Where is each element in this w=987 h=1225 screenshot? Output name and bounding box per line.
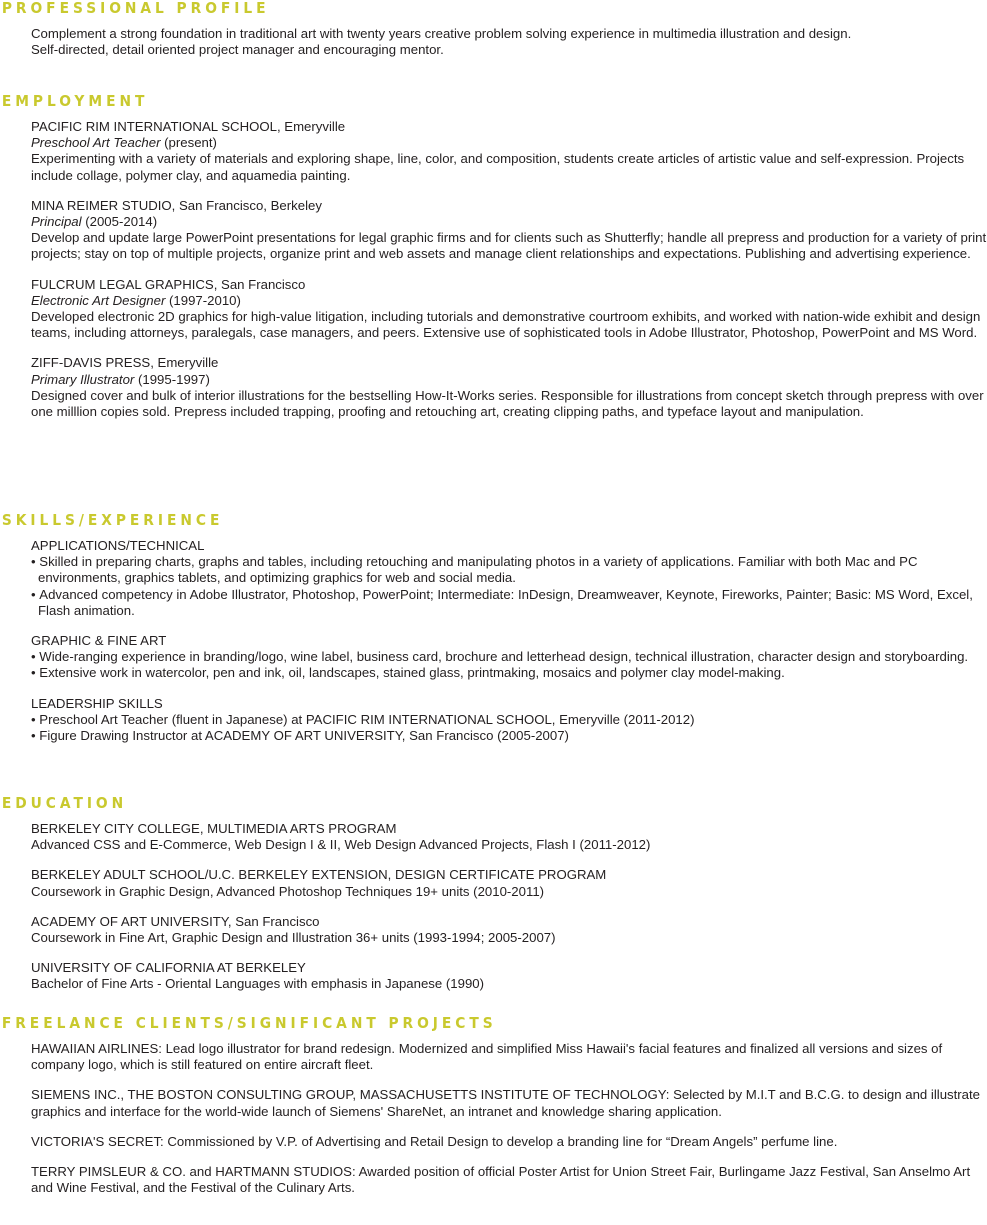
education-body (0, 821, 987, 993)
employment-role: Primary Illustrator (31, 371, 135, 387)
skills-subheading: LEADERSHIP SKILLS (31, 695, 163, 711)
education-detail: Coursework in Graphic Design, Advanced Photoshop Techniques 19+ units (2010-2011) (31, 883, 545, 899)
skills-group (31, 696, 987, 745)
skills-group (31, 538, 987, 619)
freelance-entry (31, 1041, 987, 1073)
spacer (0, 17, 987, 26)
education-institution: BERKELEY ADULT SCHOOL/U.C. BERKELEY EXTENSION, DESIGN CERTIFICATE PROGRAM (31, 867, 607, 883)
employment-company: ZIFF-DAVIS PRESS, Emeryville (31, 355, 219, 371)
freelance-text: SIEMENS INC., THE BOSTON CONSULTING GROUP, MASSACHUSETTS INSTITUTE OF TECHNOLOGY: Selected by M.I.T and B.C.G. to design and illustrate graphics and interface for the world-wide launch of Siemens' ShareNet, an intranet and knowledge sharing application. (31, 1087, 981, 1119)
freelance-text: TERRY PIMSLEUR & CO. and HARTMANN STUDIOS: Awarded position of official Poster Artist for Union Street Fair, Burlingame Jazz Festival, San Anselmo Art and Wine Festival, and the Festival of the Culinary Arts. (31, 1164, 971, 1196)
employment-description: Designed cover and bulk of interior illustrations for the bestselling How-It-Works series. Responsible for illustrations from concept sketch through prepress with over one milllion copies sold. Prepress included trapping, proofing and retouching art, creating clipping paths, and typeface layout and manipulation. (31, 387, 984, 420)
employment-dates: (1995-1997) (134, 371, 210, 387)
employment-role-line (31, 135, 987, 151)
education-entry (31, 914, 987, 946)
employment-company: PACIFIC RIM INTERNATIONAL SCHOOL, Emeryville (31, 119, 346, 134)
skills-body (0, 538, 987, 744)
spacer (0, 1032, 987, 1041)
employment-dates: (1997-2010) (165, 292, 241, 308)
freelance-text: HAWAIIAN AIRLINES: Lead logo illustrator for brand redesign. Modernized and simplified Miss Hawaii's facial features and finalized all versions and sizes of company logo, which is still featured on entire aircraft fleet. (31, 1041, 943, 1073)
skills-bullet-text: Extensive work in watercolor, pen and ink, oil, landscapes, stained glass, printmaking, mosaics and polymer clay model-making. (39, 665, 785, 681)
employment-body (0, 119, 987, 420)
section-heading-professional-profile: PROFESSIONAL PROFILE (1, 0, 270, 17)
skills-bullet (31, 649, 987, 665)
skills-bullet-text: Preschool Art Teacher (fluent in Japanese) at PACIFIC RIM INTERNATIONAL SCHOOL, Emeryville (2011-2012) (39, 711, 695, 727)
education-institution: UNIVERSITY OF CALIFORNIA AT BERKELEY (31, 960, 306, 976)
section-freelance-clients (0, 1015, 987, 1196)
skills-bullet (31, 665, 987, 681)
employment-role: Principal (31, 214, 82, 230)
skills-group (31, 633, 987, 682)
bullet-glyph: • (31, 728, 40, 744)
bullet-glyph: • (31, 586, 40, 602)
education-institution: ACADEMY OF ART UNIVERSITY, San Francisco (31, 913, 320, 929)
skills-bullet-text: Advanced competency in Adobe Illustrator, Photoshop, PowerPoint; Intermediate: InDesign, Dreamweaver, Keynote, Fireworks, Painter; Basic: MS Word, Excel, Flash animation. (38, 586, 973, 618)
skills-subheading: APPLICATIONS/TECHNICAL (31, 538, 205, 553)
section-employment (0, 93, 987, 420)
section-heading-skills-experience: SKILLS/EXPERIENCE (1, 511, 224, 529)
employment-company: MINA REIMER STUDIO, San Francisco, Berkeley (31, 197, 322, 213)
skills-bullet-text: Wide-ranging experience in branding/logo, wine label, business card, brochure and letterhead design, technical illustration, character design and storyboarding. (39, 649, 969, 665)
section-heading-freelance-clients: FREELANCE CLIENTS/SIGNIFICANT PROJECTS (1, 1014, 497, 1032)
skills-subheading: GRAPHIC & FINE ART (31, 633, 167, 649)
bullet-glyph: • (31, 649, 40, 665)
employment-role: Electronic Art Designer (31, 292, 166, 308)
freelance-entry (31, 1164, 987, 1196)
skills-bullet (31, 554, 987, 586)
employment-entry (31, 277, 987, 342)
employment-role-line (31, 293, 987, 309)
freelance-entry (31, 1087, 987, 1119)
education-entry (31, 960, 987, 992)
bullet-glyph: • (31, 665, 40, 681)
skills-bullet (31, 728, 987, 744)
section-education (0, 795, 987, 993)
education-detail: Coursework in Fine Art, Graphic Design and Illustration 36+ units (1993-1994; 2005-2007) (31, 930, 556, 946)
education-institution: BERKELEY CITY COLLEGE, MULTIMEDIA ARTS PROGRAM (31, 821, 397, 836)
employment-dates: (present) (160, 135, 217, 151)
section-heading-employment: EMPLOYMENT (1, 92, 149, 110)
employment-entry (31, 198, 987, 263)
profile-body (0, 26, 987, 58)
employment-dates: (2005-2014) (81, 214, 158, 230)
employment-role-line (31, 214, 987, 230)
employment-role-line (31, 372, 987, 388)
skills-bullet-text: Figure Drawing Instructor at ACADEMY OF ART UNIVERSITY, San Francisco (2005-2007) (39, 728, 569, 744)
education-entry (31, 867, 987, 899)
spacer (0, 812, 987, 821)
education-detail: Bachelor of Fine Arts - Oriental Languages with emphasis in Japanese (1990) (31, 976, 485, 992)
employment-entry (31, 355, 987, 420)
employment-entry (31, 119, 987, 184)
profile-line-2: Self-directed, detail oriented project manager and encouraging mentor. (31, 42, 444, 58)
employment-description: Develop and update large PowerPoint presentations for legal graphic firms and for clients such as Shutterfly; handle all prepress and production for a variety of print projects; stay on top of multiple projects, organize print and web assets and manage client relationships and expectations. Publishing and advertising experience. (31, 230, 987, 262)
employment-description: Developed electronic 2D graphics for high-value litigation, including tutorials and demonstrative courtroom exhibits, and worked with nation-wide exhibit and design teams, including attorneys, paralegals, case managers, and peers. Extensive use of sophisticated tools in Adobe Illustrator, Photoshop, PowerPoint and MS Word. (31, 309, 981, 341)
spacer (0, 529, 987, 538)
section-professional-profile (0, 0, 987, 58)
freelance-entry (31, 1134, 987, 1150)
bullet-glyph: • (31, 711, 40, 727)
employment-description: Experimenting with a variety of materials and exploring shape, line, color, and composition, students create articles of artistic value and self-expression. Projects include collage, polymer clay, and aquamedia painting. (31, 151, 965, 183)
bullet-glyph: • (31, 554, 40, 570)
section-skills-experience (0, 512, 987, 744)
employment-company: FULCRUM LEGAL GRAPHICS, San Francisco (31, 276, 306, 292)
skills-bullet (31, 587, 987, 619)
freelance-body (0, 1041, 987, 1196)
spacer (0, 110, 987, 119)
skills-bullet-text: Skilled in preparing charts, graphs and tables, including retouching and manipulating photos in a variety of applications. Familiar with both Mac and PC environments, graphics tablets, and optimizing graphics for web and social media. (38, 554, 918, 586)
employment-role: Preschool Art Teacher (31, 135, 161, 151)
freelance-text: VICTORIA'S SECRET: Commissioned by V.P. of Advertising and Retail Design to develop a branding line for “Dream Angels” perfume line. (31, 1133, 838, 1149)
profile-line-1: Complement a strong foundation in traditional art with twenty years creative problem solving experience in multimedia illustration and design. (31, 26, 852, 41)
section-heading-education: EDUCATION (1, 794, 128, 812)
education-entry (31, 821, 987, 853)
skills-bullet (31, 712, 987, 728)
education-detail: Advanced CSS and E-Commerce, Web Design I & II, Web Design Advanced Projects, Flash I (2011-2012) (31, 837, 651, 853)
